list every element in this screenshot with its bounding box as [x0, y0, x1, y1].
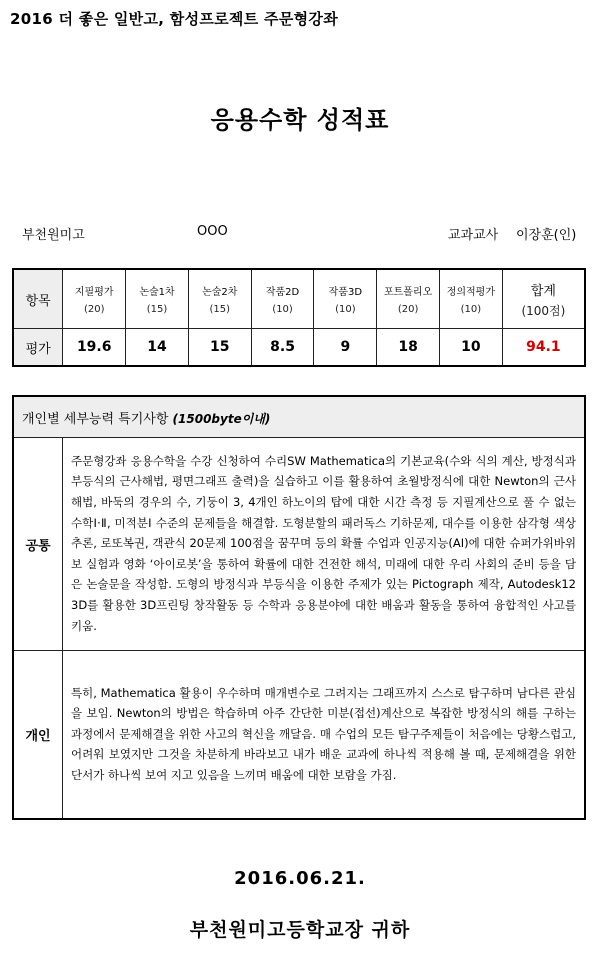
total-header	[502, 269, 585, 329]
score-item-name: 작품3D	[328, 287, 363, 298]
score-item-header	[188, 269, 251, 329]
teacher-label: 교과교사	[448, 228, 499, 243]
score-item-name: 작품2D	[265, 287, 300, 298]
score-item-max: (20)	[83, 304, 105, 315]
student-name: OOO	[197, 224, 228, 239]
personal-label: 개인	[13, 651, 63, 820]
score-item-header	[126, 269, 189, 329]
score-item-header	[439, 269, 502, 329]
info-row	[0, 224, 600, 244]
score-item-max: (15)	[209, 304, 231, 315]
score-item-name: 지필평가	[74, 287, 114, 298]
detail-row-personal	[13, 651, 585, 820]
total-score: 94.1	[502, 329, 585, 367]
score-value-row	[13, 329, 585, 367]
score-item-header	[377, 269, 440, 329]
personal-text: 특히, Mathematica 활용이 우수하며 매개변수로 그려지는 그래프까지 스스로 탐구하며 남다른 관심을 보임. Newton의 방법은 학습하며 아주 간단한 미분(접선)계산으로 복잡한 방정식의 해를 구하는 과정에서 문제해결을 위한 사고의 혁신을 깨달음. 매 수업의 모든 탐구주제들이 처음에는 당황스럽고, 어려워 보였지만 그것을 차분하게 바라보고 내가 배운 교과에 하나씩 적용해 볼 때, 문제해결을 위한 단서가 하나씩 보여 지고 있음을 느끼며 배움에 대한 보람을 가짐.	[63, 651, 586, 820]
detail-heading-row	[13, 396, 585, 438]
score-item-max: (10)	[272, 304, 293, 315]
common-label: 공통	[13, 438, 63, 651]
score-item-header	[63, 269, 126, 329]
score-value: 9	[314, 329, 377, 367]
score-value: 19.6	[63, 329, 126, 367]
total-name: 합계	[530, 283, 556, 299]
row-value-label: 평가	[13, 329, 63, 367]
score-item-max: (20)	[397, 304, 419, 315]
teacher-name: 이장훈(인)	[516, 228, 577, 243]
addressee-line: 부천원미고등학교장 귀하	[189, 919, 411, 941]
score-item-name: 포트폴리오	[383, 287, 433, 298]
score-value: 10	[439, 329, 502, 367]
score-item-header	[251, 269, 314, 329]
row-header-label: 항목	[13, 269, 63, 329]
project-header: 2016 더 좋은 일반고, 함성프로젝트 주문형강좌	[10, 10, 338, 28]
score-item-name: 논술1차	[139, 287, 175, 298]
detail-table	[12, 395, 586, 820]
score-item-max: (10)	[460, 304, 482, 315]
detail-row-common	[13, 438, 585, 651]
score-value: 8.5	[251, 329, 314, 367]
school-name: 부천원미고	[22, 228, 85, 243]
score-table	[12, 268, 586, 367]
detail-heading-note: (1500byte이내)	[172, 411, 271, 426]
score-value: 14	[126, 329, 189, 367]
total-max: (100점)	[521, 303, 566, 318]
issue-date: 2016.06.21.	[234, 868, 366, 889]
common-text: 주문형강좌 응용수학을 수강 신청하여 수리SW Mathematica의 기본교육(수와 식의 계산, 방정식과 부등식의 근사해법, 평면그래프 출력)을 실습하고 이를 활용하여 초월방정식에 대한 Newton의 근사해법, 바둑의 경우의 수, 기둥이 3, 4개인 하노이의 탑에 대한 시간 측정 등 지필계산으로 풀 수 없는 수학Ⅰ·Ⅱ, 미적분Ⅰ 수준의 문제들을 해결함. 도형분할의 패러독스 기하문제, 대수를 이용한 삼각형 색상 추론, 로또복권, 객관식 20문제 100점을 꿈꾸며 등의 확률 수업과 인공지능(AI)에 대한 슈퍼가위바위보 실험과 영화 ‘아이로봇’을 통하여 확률에 대한 건전한 해석, 미래에 대한 우리 사회의 준비 등을 담은 논술문을 작성함. 도형의 방정식과 부등식을 이용한 주제가 있는 Pictograph 제작, Autodesk123D를 활용한 3D프린팅 창작활동 등 수학과 응용분야에 대한 배움과 활동을 통하여 융합적인 사고를 키움.	[63, 438, 586, 651]
score-item-header	[314, 269, 377, 329]
detail-heading	[13, 396, 585, 438]
score-item-max: (15)	[146, 304, 168, 315]
score-value: 15	[188, 329, 251, 367]
score-value: 18	[377, 329, 440, 367]
document-title: 응용수학 성적표	[210, 106, 390, 134]
score-item-name: 정의적평가	[446, 287, 496, 298]
detail-heading-text: 개인별 세부능력 특기사항	[22, 411, 169, 427]
score-item-max: (10)	[335, 304, 356, 315]
score-header-row	[13, 269, 585, 329]
score-item-name: 논술2차	[202, 287, 238, 298]
